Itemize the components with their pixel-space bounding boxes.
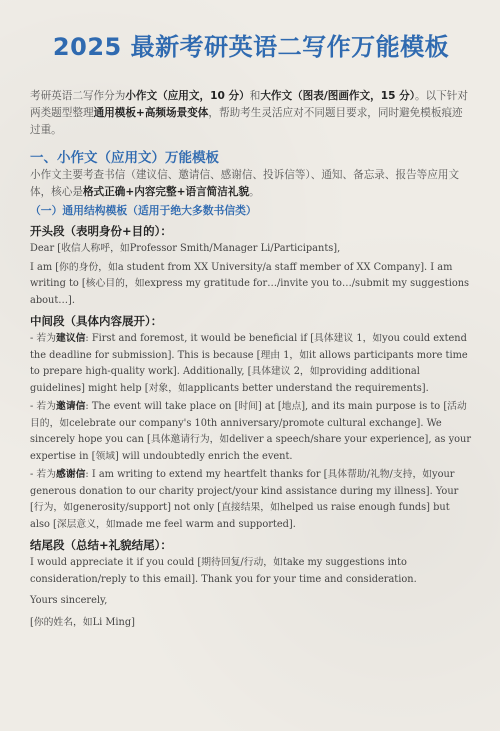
closing-signoff: Yours sincerely, [30,595,108,606]
intro-text: 。以下针对两类题型整理 [30,90,468,119]
intro-bold: 小作文（应用文，10 分） [125,90,250,102]
intro-paragraph [30,88,472,139]
desc-bold: 格式正确+内容完整+语言简洁礼貌 [82,186,250,198]
intro-text: ，帮助考生灵活应对不同题目要求，同时避免模板痕迹过重。 [30,107,463,136]
desc-text: 。 [249,186,260,198]
section-heading: 一、小作文（应用文）万能模板 [30,150,219,166]
intro-bold: 大作文（图表/图画作文，15 分） [260,90,416,102]
page-title: 2025 最新考研英语二写作万能模板 [52,33,450,61]
body-heading: 中间段（具体内容展开）： [30,314,163,328]
opening-salutation: Dear [收信人称呼，如Professor Smith/Manager Li/Participants], [30,243,341,254]
intro-text: 和 [249,90,261,102]
opening-body: I am [你的身份，如a student from XX University/a staff member of XX Company]. I am writing to [核心目的，如express my gratitude for…/invite you to…/submit my suggestions about…]. [30,261,470,306]
bullet-label: 感谢信 [56,469,86,480]
bullet-prefix: - 若为 [30,469,57,480]
intro-text: 考研英语二写作分为 [30,90,126,102]
closing-signature: [你的姓名，如Li Ming] [30,616,135,628]
suggestion-block [30,331,472,397]
bullet-text: : First and foremost, it would be beneficial if [具体建议 1，如you could extend the deadline for submission]. This is because [理由 1，如it allows participants more time to prepare high-quality work]. Additionally, [具体建议 2，如providing additional guidelines] might help [对象，如applicants better understand the requirements]. [30,333,468,394]
thanks-block [30,467,472,533]
bullet-prefix: - 若为 [30,401,57,412]
invitation-block [30,399,472,465]
opening-heading: 开头段（表明身份+目的）： [30,224,172,238]
desc-text: 小作文主要考查书信（建议信、邀请信、感谢信、投诉信等）、通知、备忘录、报告等应用文体，核心是 [30,169,460,198]
bullet-prefix: - 若为 [30,333,57,344]
section-description [30,167,472,201]
closing-body: I would appreciate it if you could [期待回复/行动，如take my suggestions into consideration/reply to this email]. Thank you for your time and consideration. [30,557,417,585]
bullet-label: 建议信 [56,333,86,344]
closing-heading: 结尾段（总结+礼貌结尾）： [30,538,172,552]
intro-bold: 通用模板+高频场景变体 [93,107,209,119]
subsection-heading: （一）通用结构模板（适用于绝大多数书信类） [30,204,257,217]
bullet-label: 邀请信 [56,401,86,412]
bullet-text: : The event will take place on [时间] at [地点], and its main purpose is to [活动目的，如celebrate our company's 10th anniversary/promote cultural exchange]. We sincerely hope you can [具体邀请行为，如deliver a speech/share your experience], as your expertise in [领域] will undoubtedly enrich the event. [30,401,471,462]
bullet-text: : I am writing to extend my heartfelt thanks for [具体帮助/礼物/支持，如your generous donation to our charity project/your kind assistance during my illness]. Your [行为，如generosity/support] not only [直接结果，如helped us raise enough funds] but also [深层意义，如made me feel warm and supported]. [30,469,459,530]
